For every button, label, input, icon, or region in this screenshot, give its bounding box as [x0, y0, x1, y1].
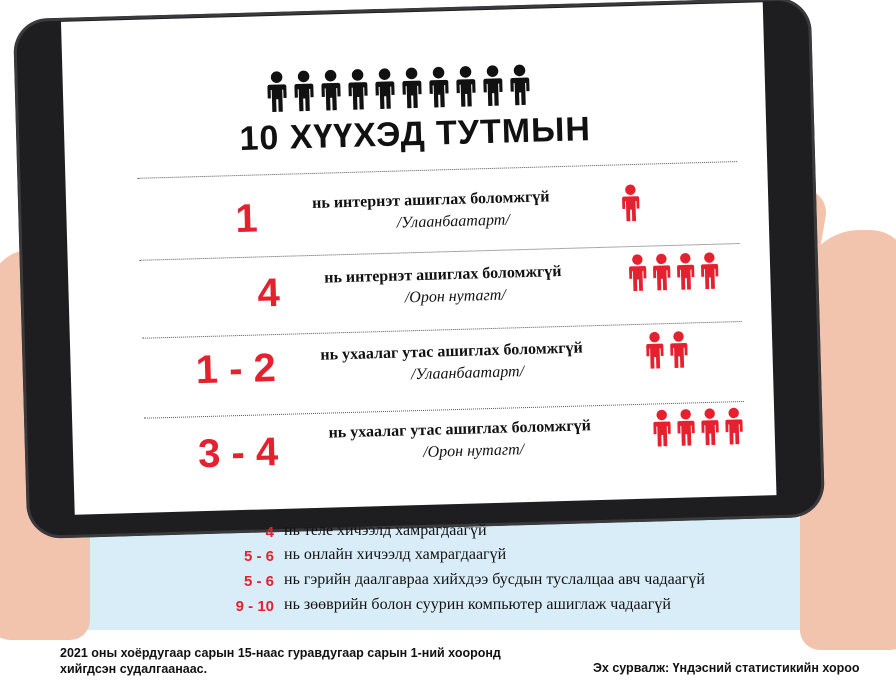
fact-text: нь онлайн хичээлд хамрагдаагүй: [284, 546, 507, 563]
row-location: /Улаанбаатарт/: [396, 211, 511, 232]
red-children-icons: [645, 330, 694, 371]
person-icon: [676, 252, 696, 291]
fact-text: нь теле хичээлд хамрагдаагүй: [284, 522, 487, 539]
person-icon: [508, 64, 531, 107]
person-icon: [481, 65, 504, 108]
person-icon: [427, 66, 450, 109]
person-icon: [628, 254, 648, 293]
person-icon: [265, 71, 288, 114]
survey-note: 2021 оны хоёрдугаар сарын 15-наас гуравдугаар сарын 1-ний хооронд хийгдсэн судалгаанаас.: [60, 646, 501, 676]
fact-text: нь гэрийн даалгавраа хийхдээ бусдын туслалцаа авч чадаагүй: [284, 571, 705, 588]
person-icon: [621, 184, 641, 223]
row-number: 3 - 4: [197, 430, 279, 477]
fact-number: 4: [265, 524, 274, 541]
fact-number: 9 - 10: [235, 598, 274, 615]
fact-text: нь зөөврийн болон суурин компьютер ашиглаж чадаагүй: [284, 596, 671, 613]
fact-number: 5 - 6: [243, 548, 274, 565]
tablet: [13, 0, 825, 539]
person-icon: [676, 408, 696, 447]
person-icon: [292, 70, 315, 113]
row-text: нь ухаалаг утас ашиглах боломжгүй: [328, 417, 592, 442]
person-icon: [700, 252, 720, 291]
row-text: нь интернэт ашиглах боломжгүй: [324, 263, 562, 287]
red-children-icons: [621, 184, 646, 225]
fact-number: 5 - 6: [243, 573, 274, 590]
red-children-icons: [652, 407, 749, 450]
person-icon: [724, 407, 744, 446]
source-credit: Эх сурвалж: Үндэсний статистикийн хороо: [593, 661, 860, 675]
row-number: 1: [234, 196, 259, 242]
row-number: 1 - 2: [195, 346, 277, 393]
person-icon: [669, 331, 689, 370]
person-icon: [373, 68, 396, 111]
infographic-title: 10 ХҮҮХЭД ТУТМЫН: [239, 110, 592, 158]
person-icon: [652, 409, 672, 448]
row-location: /Орон нутагт/: [404, 286, 506, 307]
person-icon: [400, 67, 423, 110]
person-icon: [652, 253, 672, 292]
person-icon: [319, 69, 342, 112]
row-location: /Улаанбаатарт/: [410, 363, 525, 384]
person-icon: [346, 68, 369, 111]
row-text: нь интернэт ашиглах боломжгүй: [311, 188, 550, 212]
row-text: нь ухаалаг утас ашиглах боломжгүй: [320, 339, 583, 364]
person-icon: [700, 408, 720, 447]
red-children-icons: [628, 251, 725, 294]
person-icon: [454, 65, 477, 108]
row-number: 4: [256, 270, 281, 316]
divider: [137, 161, 737, 179]
person-icon: [645, 331, 665, 370]
row-location: /Орон нутагт/: [422, 441, 525, 461]
tablet-screen: [61, 2, 776, 514]
